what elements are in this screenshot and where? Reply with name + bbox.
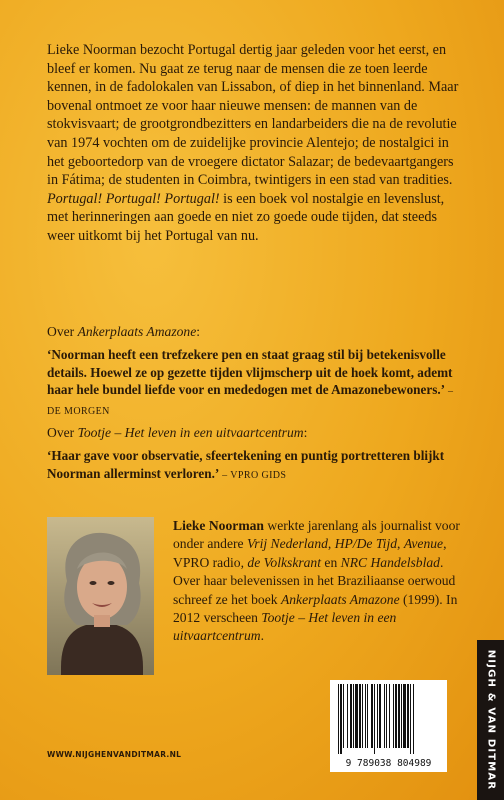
review2-quote xyxy=(47,447,467,484)
bio-italic-3: Avenue xyxy=(403,536,444,552)
review2-colon: : xyxy=(303,425,308,440)
review1-quote-text: ‘Noorman heeft een trefzekere pen en staat graag stil bij betekenisvolle details. Hoewel ze op gezette tijden vlijmscherp uit de hoek komt, ademt haar hele bundel liefde voor en mededogen met de Amazonebewoners.’ xyxy=(47,347,453,398)
bio-text-2: , xyxy=(327,536,335,552)
bio-italic-1: Vrij Nederland xyxy=(246,536,328,552)
review2-heading xyxy=(47,425,307,441)
bio-text-8: . xyxy=(260,628,264,644)
bio-italic-6: Ankerplaats Amazone xyxy=(280,591,400,607)
review2-quote-text: ‘Haar gave voor observatie, sfeertekening en puntig portretteren blijkt Noorman allerminst verloren.’ xyxy=(47,448,445,481)
bio-text-3: , xyxy=(397,536,404,552)
bio-italic-2: HP/De Tijd xyxy=(334,536,398,552)
author-bio xyxy=(173,517,473,646)
review1-book-title: Ankerplaats Amazone xyxy=(77,324,197,339)
bio-author-name: Lieke Noorman xyxy=(173,518,264,533)
bio-text-4: , VPRO radio, xyxy=(173,536,447,570)
review1-source: – DE MORGEN xyxy=(47,386,454,417)
blurb xyxy=(47,41,467,246)
review1-over-prefix: Over xyxy=(47,324,78,339)
bio-text-6: . Over haar belevenissen in het Braziliaanse oerwoud schreef ze het boek xyxy=(173,554,456,607)
bio-italic-5: NRC Handelsblad xyxy=(340,554,440,570)
review2-source: – VPRO GIDS xyxy=(219,469,287,481)
publisher-logo xyxy=(477,640,504,800)
review1-colon: : xyxy=(196,324,201,339)
author-photo xyxy=(47,517,154,675)
review1-heading xyxy=(47,324,200,340)
bio-text-7: (1999). In 2012 verscheen xyxy=(173,591,458,626)
publisher-url: WWW.NIJGHENVANDITMAR.NL xyxy=(47,750,182,759)
blurb-rest: is een boek vol nostalgie en levenslust, met herinneringen aan goede en niet zo goede oude tijden, dat steeds weer uitkomt bij het Portugal van nu. xyxy=(47,190,445,244)
barcode xyxy=(330,680,447,772)
barcode-digits: 9 789038 804989 xyxy=(345,758,432,769)
blurb-intro: Lieke Noorman bezocht Portugal dertig jaar geleden voor het eerst, en bleef er komen. Nu gaat ze terug naar de mensen die ze toen leerde kennen, in de fadolokalen van Lissabon, of diep in het binnenland. Maar bovenal ontmoet ze voor haar nieuwe mensen: de mannen van de stokvisvaart; de grootgrondbezitters en landarbeiders die na de revolutie van 1974 vochten om de zuidelijke provincie Alentejo; de nostalgici in het geboortedorp van de vroegere dictator Salazar; de bedevaartgangers in Fátima; de studenten in Coimbra, twintigers in een stad van tradities. xyxy=(47,42,459,189)
publisher-logo-text: NIJGH & VAN DITMAR xyxy=(485,649,496,791)
review2-book-title: Tootje – Het leven in een uitvaartcentrum xyxy=(77,425,304,440)
blurb-book-title: Portugal! Portugal! Portugal! xyxy=(47,190,220,207)
bio-italic-4: de Volkskrant xyxy=(247,554,322,570)
bio-text-1: werkte jarenlang als journalist voor onder andere xyxy=(173,518,460,552)
review2-over-prefix: Over xyxy=(47,425,78,440)
review1-quote xyxy=(47,346,467,420)
bio-text-5: en xyxy=(321,554,341,570)
bio-italic-7: Tootje – Het leven in een uitvaartcentrum xyxy=(173,610,397,644)
barcode-bars xyxy=(330,684,447,760)
